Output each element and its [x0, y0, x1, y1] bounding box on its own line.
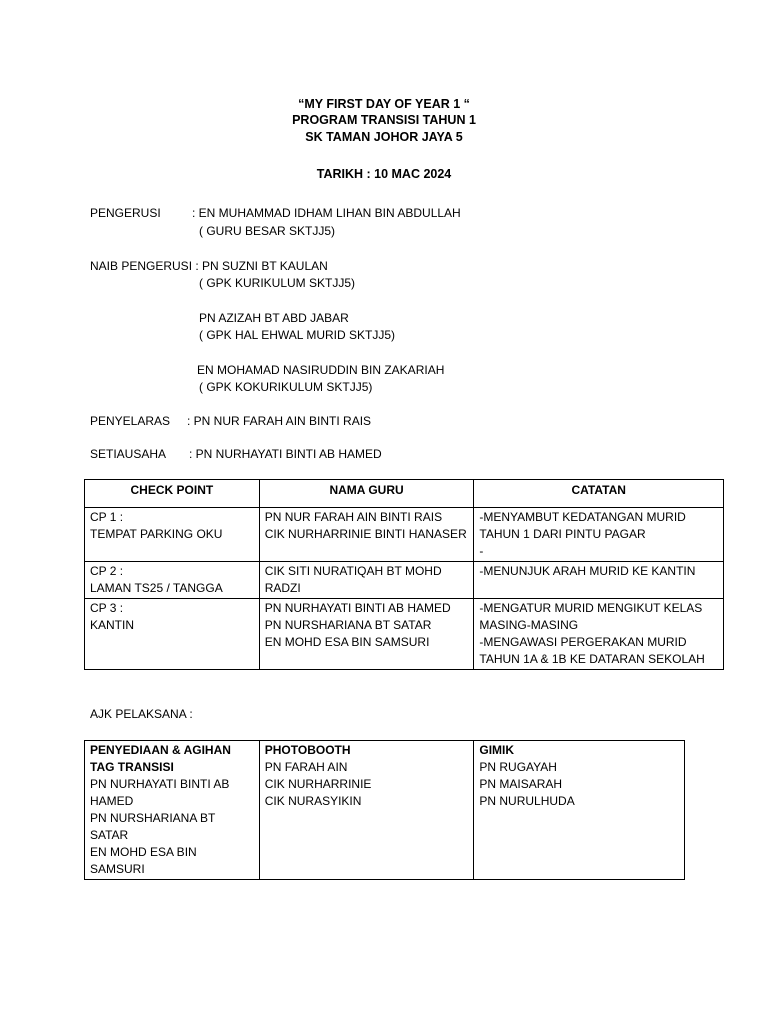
naib-pengerusi-2-name: PN AZIZAH BT ABD JABAR [199, 311, 349, 325]
table-row [85, 599, 724, 670]
ajk-column-title: TAG TRANSISI [90, 760, 174, 774]
ajk-column-penyediaan [85, 741, 260, 880]
ajk-member: PN RUGAYAH [479, 760, 557, 774]
ajk-member: PN FARAH AIN [264, 760, 348, 774]
setiausaha-label: SETIAUSAHA [90, 447, 167, 461]
catatan-cell [474, 508, 724, 562]
catatan-line: -MENGAWASI PERGERAKAN MURID [479, 635, 687, 649]
table-row [85, 562, 724, 599]
school-name: SK TAMAN JOHOR JAYA 5 [305, 130, 463, 144]
ajk-member: PN NURSHARIANA BT SATAR [90, 811, 216, 842]
nama-guru-cell [259, 508, 474, 562]
guru-name: CIK NURHARRINIE BINTI HANASER [264, 527, 467, 541]
pengerusi-name: : EN MUHAMMAD IDHAM LIHAN BIN ABDULLAH [192, 206, 461, 220]
naib-pengerusi-3-role: ( GPK KOKURIKULUM SKTJJ5) [199, 380, 373, 394]
check-point-cell [85, 508, 260, 562]
penyelaras-name: : PN NUR FARAH AIN BINTI RAIS [187, 414, 372, 428]
nama-guru-cell [259, 599, 474, 670]
guru-name: EN MOHD ESA BIN SAMSURI [264, 635, 430, 649]
ajk-table [84, 740, 685, 880]
ajk-column-title: PENYEDIAAN & AGIHAN [90, 743, 231, 757]
ajk-member: PN MAISARAH [479, 777, 563, 791]
guru-name: PN NURSHARIANA BT SATAR [264, 618, 432, 632]
ajk-column-gimik [474, 741, 685, 880]
naib-pengerusi-3-name: EN MOHAMAD NASIRUDDIN BIN ZAKARIAH [197, 363, 445, 377]
header-check-point: CHECK POINT [85, 480, 260, 508]
nama-guru-cell [259, 562, 474, 599]
naib-pengerusi-1-name: PN SUZNI BT KAULAN [202, 259, 328, 273]
setiausaha-name: : PN NURHAYATI BINTI AB HAMED [189, 447, 382, 461]
ajk-member: PN NURULHUDA [479, 794, 575, 808]
check-point-cell [85, 562, 260, 599]
catatan-line: -MENYAMBUT KEDATANGAN MURID [479, 510, 686, 524]
ajk-member: CIK NURHARRINIE [264, 777, 372, 791]
table-row [85, 741, 685, 880]
check-point-line: TEMPAT PARKING OKU [90, 527, 223, 541]
naib-pengerusi-1-role: ( GPK KURIKULUM SKTJJ5) [199, 276, 356, 290]
naib-pengerusi-label: NAIB PENGERUSI : [90, 259, 199, 273]
pengerusi-role: ( GURU BESAR SKTJJ5) [199, 224, 336, 238]
check-point-line: CP 1 : [90, 510, 124, 524]
program-title: “MY FIRST DAY OF YEAR 1 “ [298, 97, 470, 111]
ajk-pelaksana-label: AJK PELAKSANA : [90, 707, 193, 721]
pengerusi-label: PENGERUSI [90, 206, 161, 220]
check-point-cell [85, 599, 260, 670]
program-subtitle: PROGRAM TRANSISI TAHUN 1 [292, 113, 476, 127]
ajk-column-photobooth [259, 741, 474, 880]
guru-name: PN NUR FARAH AIN BINTI RAIS [264, 510, 443, 524]
guru-name: PN NURHAYATI BINTI AB HAMED [264, 601, 451, 615]
catatan-line: - [479, 544, 484, 558]
header-nama-guru: NAMA GURU [259, 480, 474, 508]
header-catatan: CATATAN [474, 480, 724, 508]
checkpoint-table-header [85, 480, 724, 508]
catatan-line: -MENGATUR MURID MENGIKUT KELAS [479, 601, 703, 615]
check-point-line: LAMAN TS25 / TANGGA [90, 581, 223, 595]
check-point-line: KANTIN [90, 618, 135, 632]
naib-pengerusi-2-role: ( GPK HAL EHWAL MURID SKTJJ5) [199, 328, 396, 342]
checkpoint-table [84, 479, 724, 670]
ajk-member: CIK NURASYIKIN [264, 794, 362, 808]
ajk-column-title: PHOTOBOOTH [264, 743, 351, 757]
catatan-line: TAHUN 1A & 1B KE DATARAN SEKOLAH [479, 652, 705, 666]
catatan-cell [474, 599, 724, 670]
catatan-line: MASING-MASING [479, 618, 579, 632]
check-point-line: CP 3 : [90, 601, 124, 615]
ajk-member: PN NURHAYATI BINTI AB [90, 777, 230, 791]
guru-name: RADZI [264, 581, 301, 595]
check-point-line: CP 2 : [90, 564, 124, 578]
catatan-line: TAHUN 1 DARI PINTU PAGAR [479, 527, 646, 541]
table-row [85, 508, 724, 562]
catatan-line: -MENUNJUK ARAH MURID KE KANTIN [479, 564, 696, 578]
penyelaras-label: PENYELARAS [90, 414, 171, 428]
ajk-member: HAMED [90, 794, 134, 808]
ajk-column-title: GIMIK [479, 743, 515, 757]
guru-name: CIK SITI NURATIQAH BT MOHD [264, 564, 442, 578]
catatan-cell [474, 562, 724, 599]
program-date: TARIKH : 10 MAC 2024 [316, 167, 452, 181]
ajk-member: EN MOHD ESA BIN SAMSURI [90, 845, 197, 876]
